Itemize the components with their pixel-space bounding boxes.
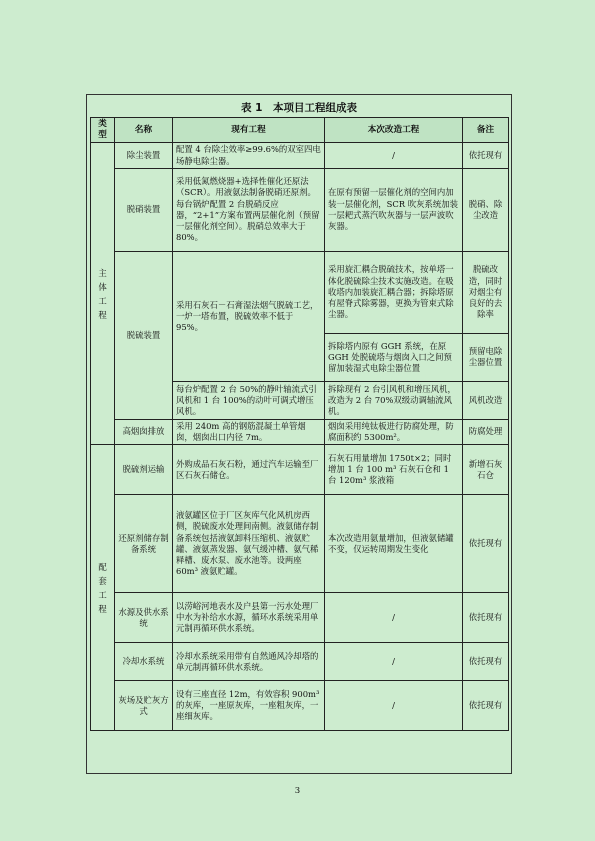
table-row — [91, 168, 509, 251]
table-row — [91, 419, 509, 444]
row-modify: 采用旋汇耦合脱硫技术，按单塔一体化脱硫除尘技术实施改造。在吸收塔内加装旋汇耦合器；拆除塔原有屋脊式除雾器，更换为管束式除尘器。 — [325, 251, 463, 333]
table-row — [91, 681, 509, 731]
row-modify: 本次改造用氨量增加，但液氨储罐不变，仅运转周期发生变化 — [325, 495, 463, 593]
row-modify: 拆除现有 2 台引风机和增压风机，改造为 2 台 70%双级动调轴流风机。 — [325, 381, 463, 419]
row-modify: / — [325, 681, 463, 731]
row-existing: 采用 240m 高的钢筋混凝土单管烟囱，烟囱出口内径 7m。 — [173, 419, 325, 444]
table-title: 表 1 本项目工程组成表 — [241, 102, 357, 114]
row-existing: 每台炉配置 2 台 50%的静叶轴流式引风机和 1 台 100%的动叶可调式增压风机。 — [173, 381, 325, 419]
table-row — [91, 251, 509, 333]
page-number: 3 — [294, 786, 301, 796]
header-modify: 本次改造工程 — [325, 118, 463, 143]
row-existing: 设有三座直径 12m，有效容积 900m³ 的灰库，一座原灰库，一座粗灰库，一座细灰库。 — [173, 681, 325, 731]
row-name: 灰场及贮灰方式 — [115, 681, 173, 731]
row-name: 脱硫剂运输 — [115, 445, 173, 495]
row-modify: / — [325, 593, 463, 643]
row-note: 风机改造 — [463, 381, 509, 419]
row-name: 冷却水系统 — [115, 643, 173, 681]
table-row — [91, 593, 509, 643]
row-existing: 冷却水系统采用带有自然通风冷却塔的单元制再循环供水系统。 — [173, 643, 325, 681]
header-existing: 现有工程 — [173, 118, 325, 143]
row-modify: 在原有预留一层催化剂的空间内加装一层催化剂，SCR 吹灰系统加装一层耙式蒸汽吹灰器与一层声波吹灰器。 — [325, 168, 463, 251]
row-existing: 外购成品石灰石粉，通过汽车运输至厂区石灰石储仓。 — [173, 445, 325, 495]
row-existing: 采用低氮燃烧器+选择性催化还原法（SCR）。用液氨法制备脱硝还原剂。每台锅炉配置 2 台脱硝反应器，“2+1”方案布置两层催化剂（预留一层催化剂空间）。脱硝总效率大于 80%。 — [173, 168, 325, 251]
row-name: 脱硝装置 — [115, 168, 173, 251]
row-name: 水源及供水系统 — [115, 593, 173, 643]
header-type: 类型 — [91, 118, 115, 143]
category-aux: 配套工程 — [91, 445, 115, 731]
row-name: 脱硫装置 — [115, 251, 173, 419]
header-name: 名称 — [115, 118, 173, 143]
row-existing: 液氨罐区位于厂区灰库气化风机房西侧，脱硫废水处理间南侧。液氨储存制备系统包括液氨卸料压缩机、液氨贮罐、液氨蒸发器、氨气缓冲槽、氨气稀释槽、废水泵、废水池等。设两座 60m³ 液氨贮罐。 — [173, 495, 325, 593]
row-existing: 采用石灰石－石膏湿法烟气脱硫工艺，一炉一塔布置，脱硫效率不低于 95%。 — [173, 251, 325, 381]
header-note: 备注 — [463, 118, 509, 143]
row-modify: / — [325, 143, 463, 168]
row-name: 除尘装置 — [115, 143, 173, 168]
row-note: 脱硫改造，同时对烟尘有良好的去除率 — [463, 251, 509, 333]
project-composition-table — [90, 117, 509, 731]
table-row — [91, 445, 509, 495]
row-existing: 以涝峪河地表水及户县第一污水处理厂中水为补给水水源，循环水系统采用单元制再循环供水系统。 — [173, 593, 325, 643]
row-modify: 石灰石用量增加 1750t×2；同时增加 1 台 100 m³ 石灰石仓和 1 台 120m³ 浆液箱 — [325, 445, 463, 495]
row-note: 脱硝、除尘改造 — [463, 168, 509, 251]
row-note: 依托现有 — [463, 143, 509, 168]
table-row — [91, 143, 509, 168]
row-name: 还原剂储存制备系统 — [115, 495, 173, 593]
row-note: 防腐处理 — [463, 419, 509, 444]
row-modify: / — [325, 643, 463, 681]
table-row — [91, 495, 509, 593]
row-existing: 配置 4 台除尘效率≥99.6%的双室四电场静电除尘器。 — [173, 143, 325, 168]
row-modify: 烟囱采用纯钛板进行防腐处理，防腐面积约 5300m²。 — [325, 419, 463, 444]
row-note: 预留电除尘器位置 — [463, 333, 509, 381]
row-note: 依托现有 — [463, 643, 509, 681]
row-note: 依托现有 — [463, 495, 509, 593]
row-note: 依托现有 — [463, 681, 509, 731]
row-name: 高烟囱排放 — [115, 419, 173, 444]
category-main: 主体工程 — [91, 143, 115, 445]
table-row — [91, 643, 509, 681]
row-modify: 拆除塔内原有 GGH 系统，在原 GGH 处脱硫塔与烟囱入口之间预留加装湿式电除尘器位置 — [325, 333, 463, 381]
row-note: 依托现有 — [463, 593, 509, 643]
row-note: 新增石灰石仓 — [463, 445, 509, 495]
